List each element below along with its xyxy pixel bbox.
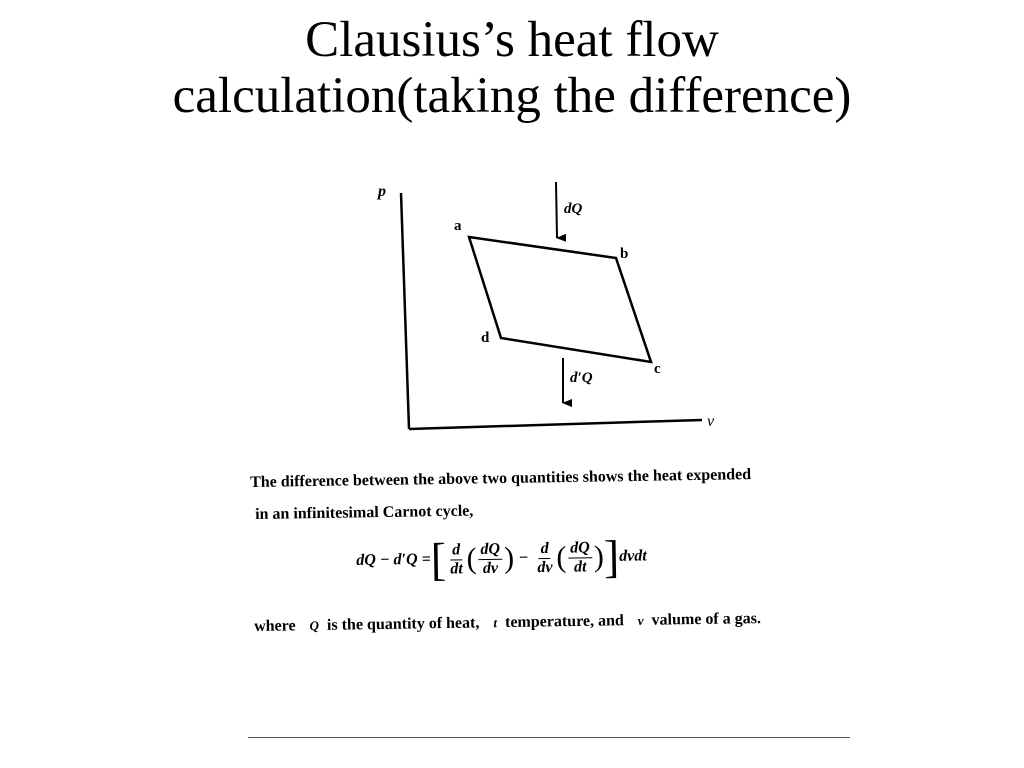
numerator: d: [450, 541, 462, 560]
fraction: [535, 539, 555, 576]
description-line-2: in an infinitesimal Carnot cycle,: [255, 502, 474, 523]
v-axis: [409, 420, 702, 429]
var-v: v: [637, 612, 644, 628]
var-q: Q: [309, 617, 320, 634]
v-axis-label: v: [707, 413, 715, 430]
where-word: where: [254, 617, 296, 635]
numerator: dQ: [568, 539, 592, 558]
numerator: d: [538, 539, 550, 558]
vertex-label-c: c: [654, 361, 661, 377]
p-axis-label: p: [378, 183, 386, 200]
t-definition: temperature, and: [504, 612, 624, 632]
p-axis: [401, 193, 409, 429]
description-line-1: The difference between the above two quantities shows the heat expended: [250, 466, 752, 491]
minus-sign: −: [518, 549, 529, 567]
q-definition: is the quantity of heat,: [326, 614, 480, 634]
numerator: dQ: [478, 540, 502, 559]
vertex-label-b: b: [620, 246, 629, 262]
left-bracket: [: [430, 533, 447, 585]
denominator: dt: [573, 557, 587, 576]
fraction: [448, 541, 465, 578]
vertex-label-a: a: [454, 218, 462, 234]
title-line-2: calculation(taking the difference): [172, 68, 852, 124]
heat-out-label: d′Q: [570, 370, 593, 386]
var-t: t: [493, 615, 498, 631]
right-bracket: ]: [603, 530, 620, 583]
equation-tail: dvdt: [619, 547, 647, 565]
denominator: dt: [450, 559, 463, 578]
fraction: [478, 540, 502, 577]
page-divider: [248, 737, 850, 738]
title-line-1: Clausius’s heat flow: [305, 12, 719, 68]
clausius-equation: [356, 530, 647, 585]
left-paren: (: [556, 540, 567, 574]
fraction: [568, 539, 592, 576]
heat-in-arrow: [556, 182, 557, 238]
v-definition: valume of a gas.: [651, 610, 762, 629]
heat-in-label: dQ: [564, 201, 583, 217]
denominator: dv: [482, 559, 499, 577]
vertex-label-d: d: [481, 330, 490, 346]
equation-lhs: dQ − d′Q =: [356, 550, 431, 569]
left-paren: (: [466, 542, 477, 576]
right-paren: ): [503, 541, 515, 575]
right-paren: ): [593, 540, 605, 574]
denominator: dv: [537, 558, 553, 576]
